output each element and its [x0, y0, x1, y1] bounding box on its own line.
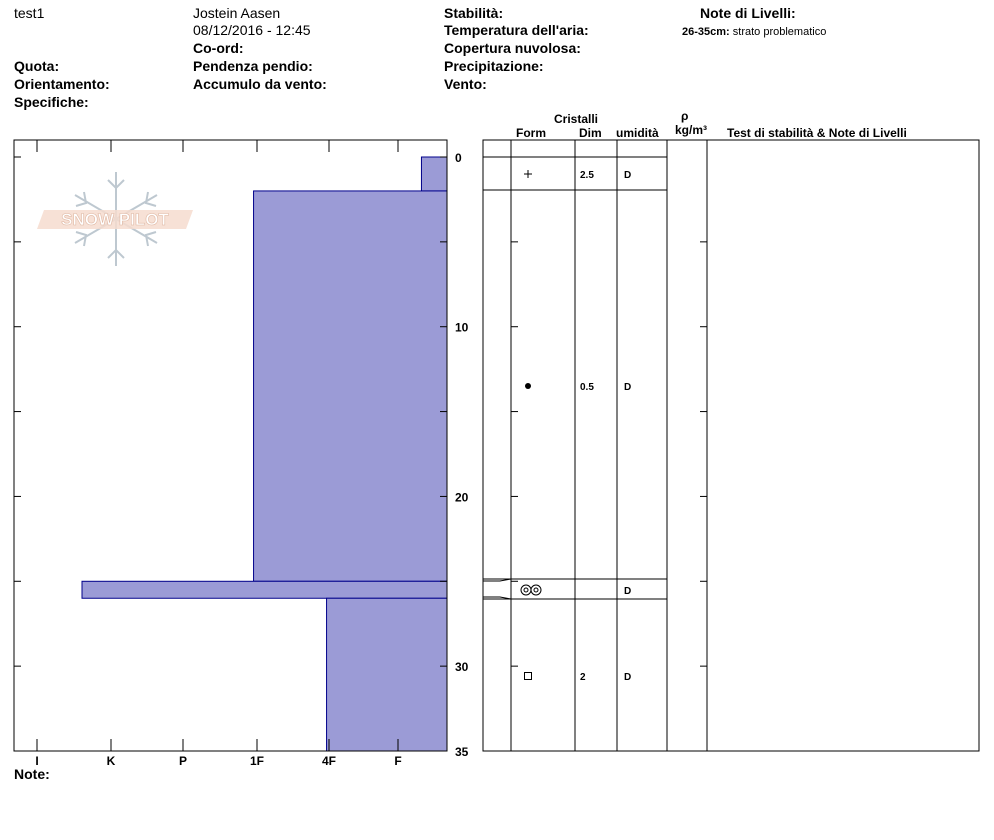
hardness-bar-3 [327, 598, 447, 751]
aspect-label: Orientamento: [14, 76, 110, 92]
layer-size: 2.5 [580, 170, 594, 181]
plus-icon [524, 170, 532, 178]
dot-icon [525, 383, 531, 389]
specifics-label: Specifiche: [14, 94, 89, 110]
watermark-text: SNOW PILOT [61, 210, 169, 229]
layer-moisture: D [624, 672, 632, 683]
layer-size: 0.5 [580, 382, 594, 393]
double-ring-icon [521, 585, 541, 595]
y-tick-label: 0 [455, 151, 462, 165]
x-tick-label: I [35, 754, 39, 768]
wind-label: Vento: [444, 76, 487, 92]
observer-name: Jostein Aasen [193, 5, 281, 21]
y-tick-label: 10 [455, 320, 469, 335]
moisture-header: umidità [616, 126, 659, 140]
pit-title: test1 [14, 5, 45, 21]
hardness-bar-0 [421, 157, 447, 191]
air-temp-label: Temperatura dell'aria: [444, 22, 589, 38]
stability-label: Stabilità: [444, 5, 504, 21]
rho-header: ρ [681, 109, 689, 123]
layer-note-range: 26-35cm: [682, 26, 730, 38]
layer-note-text: strato problematico [732, 26, 827, 38]
layer-notes-label: Note di Livelli: [700, 5, 796, 21]
layer-moisture: D [624, 170, 632, 181]
hardness-bar-2 [82, 581, 447, 598]
y-tick-label: 20 [455, 490, 469, 505]
x-tick-label: K [106, 754, 116, 768]
layer-moisture: D [624, 586, 632, 597]
density-header: kg/m³ [675, 123, 708, 137]
observation-datetime: 08/12/2016 - 12:45 [193, 22, 311, 38]
hardness-bar-1 [254, 191, 447, 581]
x-tick-label: P [178, 754, 188, 768]
y-tick-label: 35 [455, 745, 469, 759]
layer-size: 2 [580, 672, 586, 683]
layer-moisture: D [624, 382, 632, 393]
stability-notes-header: Test di stabilità & Note di Livelli [727, 126, 907, 140]
crystals-header: Cristalli [554, 112, 599, 126]
y-tick-label: 30 [455, 660, 469, 675]
x-tick-label: 4F [321, 754, 337, 768]
coord-label: Co-ord: [193, 40, 244, 56]
square-icon [525, 673, 532, 680]
slope-label: Pendenza pendio: [193, 58, 313, 74]
precip-label: Precipitazione: [444, 58, 544, 74]
table-column-lines [511, 140, 707, 751]
x-tick-label: F [394, 754, 402, 768]
form-header: Form [516, 126, 546, 140]
notes-label: Note: [14, 766, 50, 782]
cloud-cover-label: Copertura nuvolosa: [444, 40, 581, 56]
x-tick-label: 1F [249, 754, 265, 768]
layer-table-frame [483, 140, 979, 751]
elevation-label: Quota: [14, 58, 60, 74]
wind-loading-label: Accumulo da vento: [193, 76, 327, 92]
size-header: Dim [579, 126, 602, 140]
